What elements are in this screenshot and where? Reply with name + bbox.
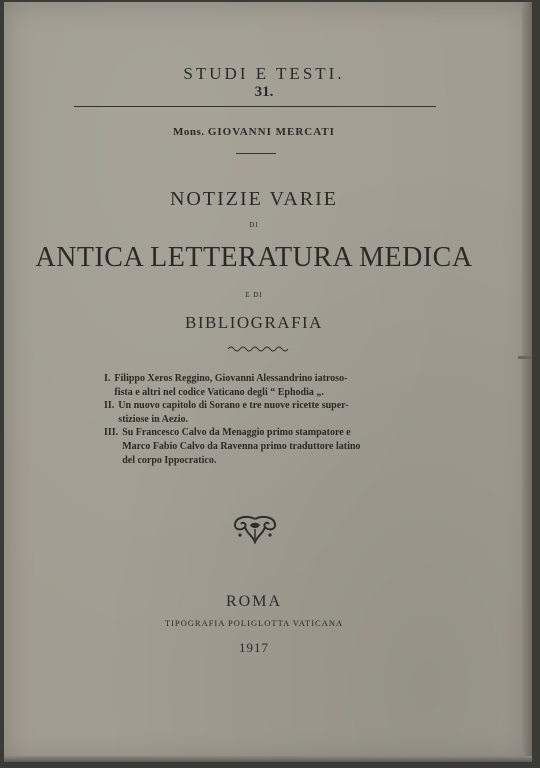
imprint-printer: TIPOGRAFIA POLIGLOTTA VATICANA bbox=[164, 618, 344, 628]
contents-entry-3 bbox=[104, 426, 424, 467]
header-rule bbox=[74, 106, 436, 107]
series-title: STUDI E TESTI. bbox=[183, 64, 345, 83]
title-line-2: ANTICA LETTERATURA MEDICA bbox=[35, 242, 473, 273]
page-edge-right bbox=[522, 2, 532, 762]
imprint-city: ROMA bbox=[225, 593, 282, 610]
entry-number: I. bbox=[104, 373, 111, 384]
title-connector-1: DI bbox=[249, 221, 259, 229]
title-connector-2: E DI bbox=[245, 291, 263, 299]
title-line-3: BIBLIOGRAFIA bbox=[185, 313, 323, 332]
entry-number: II. bbox=[104, 400, 115, 412]
wavy-rule-ornament bbox=[226, 344, 290, 354]
entry-line: Marco Fabio Calvo da Ravenna primo traduttore latino bbox=[122, 440, 361, 452]
author-name: GIOVANNI MERCATI bbox=[207, 126, 335, 138]
paper-tear bbox=[518, 356, 532, 359]
entry-number: III. bbox=[104, 427, 119, 439]
entry-line: fista e altri nel codice Vaticano degli “ Ephodia „. bbox=[114, 386, 324, 398]
table-of-contents bbox=[104, 372, 424, 467]
printer-vignette-icon bbox=[232, 515, 278, 545]
contents-entry-2 bbox=[104, 399, 424, 426]
entry-line: stiziose in Aezio. bbox=[118, 413, 189, 425]
author-prefix: Mons. bbox=[173, 126, 205, 138]
series-number: 31. bbox=[254, 84, 274, 100]
entry-line: Su Francesco Calvo da Menaggio primo stampatore e bbox=[122, 427, 351, 439]
author-rule bbox=[236, 153, 276, 154]
title-line-1: NOTIZIE VARIE bbox=[169, 188, 339, 210]
page-edge-bottom bbox=[4, 756, 532, 762]
entry-line: del corpo Ippocratico. bbox=[122, 454, 217, 466]
author-line bbox=[24, 126, 484, 138]
contents-entry-1 bbox=[104, 372, 424, 399]
imprint-year: 1917 bbox=[239, 640, 269, 655]
book-cover bbox=[4, 2, 532, 762]
entry-line: Un nuovo capitolo di Sorano e tre nuove ricette super- bbox=[118, 400, 349, 412]
entry-line: Filippo Xeros Reggino, Giovanni Alessandrino iatroso- bbox=[114, 373, 348, 384]
